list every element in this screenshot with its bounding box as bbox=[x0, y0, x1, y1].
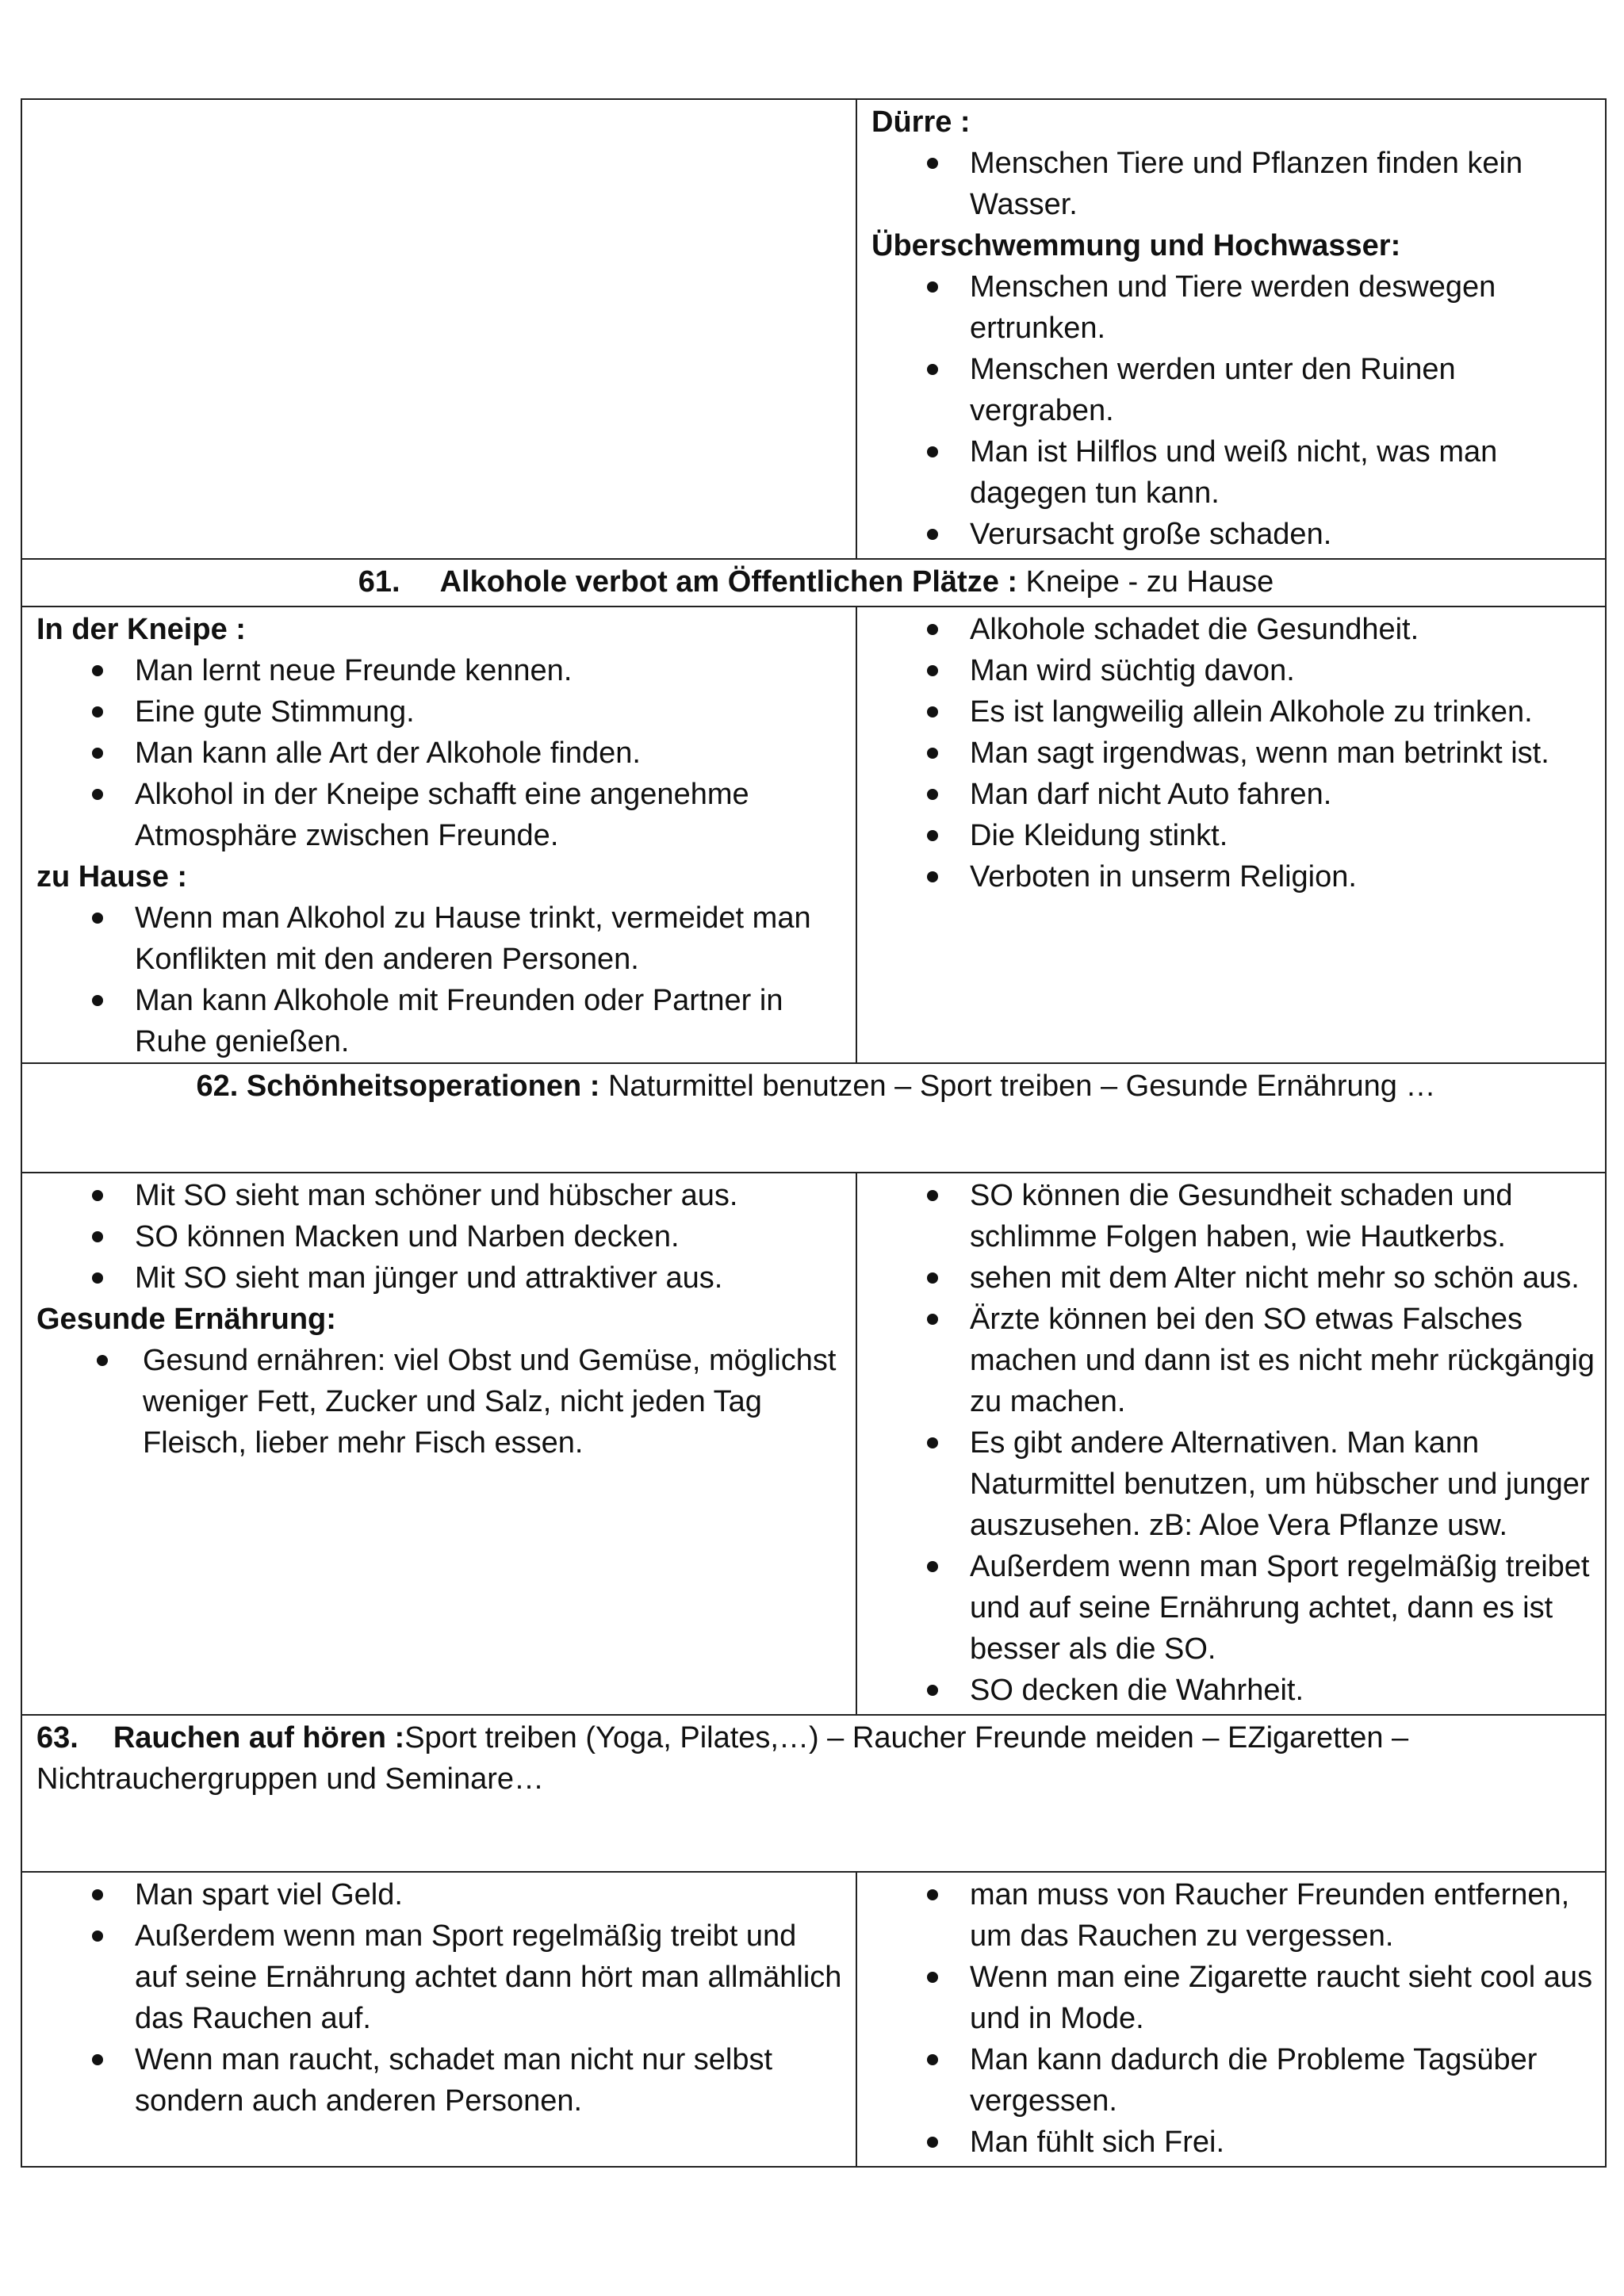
list-item: Verboten in unserm Religion. bbox=[970, 856, 1595, 897]
topic-61-header-row bbox=[21, 559, 1606, 607]
topic-62-pros-list bbox=[36, 1175, 846, 1299]
row-natural-disasters bbox=[21, 99, 1606, 559]
list-item: Wenn man raucht, schadet man nicht nur selbst sondern auch anderen Personen. bbox=[135, 2039, 846, 2122]
list-item: Mit SO sieht man schöner und hübscher aus. bbox=[135, 1175, 846, 1216]
gesunde-ernaehrung-heading: Gesunde Ernährung: bbox=[36, 1303, 336, 1336]
list-item: Mit SO sieht man jünger und attraktiver aus. bbox=[135, 1257, 846, 1299]
topic-62-title bbox=[21, 1063, 1606, 1173]
list-item: man muss von Raucher Freunden entfernen, um das Rauchen zu vergessen. bbox=[970, 1874, 1595, 1957]
list-item: Man wird süchtig davon. bbox=[970, 650, 1595, 691]
list-item: Außerdem wenn man Sport regelmäßig treibet und auf seine Ernährung achtet, dann es ist besser als die SO. bbox=[970, 1546, 1595, 1670]
topic-61-content-row bbox=[21, 607, 1606, 1063]
list-item: Man spart viel Geld. bbox=[135, 1874, 846, 1915]
list-item: SO können die Gesundheit schaden und schlimme Folgen haben, wie Hautkerbs. bbox=[970, 1175, 1595, 1257]
list-item: Verursacht große schaden. bbox=[970, 514, 1595, 555]
topic-63-content-row bbox=[21, 1872, 1606, 2167]
gesunde-ernaehrung-list bbox=[36, 1340, 846, 1464]
topic-number: 61. bbox=[358, 565, 400, 599]
list-item: Ärzte können bei den SO etwas Falsches machen und dann ist es nicht mehr rückgängig zu machen. bbox=[970, 1299, 1595, 1422]
topic-63-pros-list bbox=[36, 1874, 846, 2122]
topic-63-header-row bbox=[21, 1715, 1606, 1872]
kneipe-heading: In der Kneipe : bbox=[36, 613, 246, 646]
drought-heading: Dürre : bbox=[871, 105, 971, 139]
topic-61-cons-list bbox=[871, 609, 1595, 897]
zu-hause-list bbox=[36, 897, 846, 1062]
topic-subtitle: Kneipe - zu Hause bbox=[1017, 565, 1274, 599]
list-item: Wenn man Alkohol zu Hause trinkt, vermeidet man Konflikten mit den anderen Personen. bbox=[135, 897, 846, 980]
topic-63-cons-cell bbox=[856, 1872, 1606, 2167]
list-item: Man darf nicht Auto fahren. bbox=[970, 774, 1595, 815]
list-item: Man ist Hilflos und weiß nicht, was man dagegen tun kann. bbox=[970, 431, 1595, 514]
zu-hause-heading: zu Hause : bbox=[36, 860, 188, 894]
list-item: Es gibt andere Alternativen. Man kann Naturmittel benutzen, um hübscher und junger auszusehen. zB: Aloe Vera Pflanze usw. bbox=[970, 1422, 1595, 1546]
list-item: SO können Macken und Narben decken. bbox=[135, 1216, 846, 1257]
topic-61-cons-cell bbox=[856, 607, 1606, 1063]
pros-cons-table bbox=[21, 98, 1607, 2168]
list-item: Eine gute Stimmung. bbox=[135, 691, 846, 733]
topic-title: Alkohole verbot am Öffentlichen Plätze : bbox=[439, 565, 1018, 599]
list-item: Alkohol in der Kneipe schafft eine angenehme Atmosphäre zwischen Freunde. bbox=[135, 774, 846, 856]
list-item: SO decken die Wahrheit. bbox=[970, 1670, 1595, 1711]
list-item: Man kann alle Art der Alkohole finden. bbox=[135, 733, 846, 774]
list-item: Gesund ernähren: viel Obst und Gemüse, möglichst weniger Fett, Zucker und Salz, nicht jeden Tag Fleisch, lieber mehr Fisch essen. bbox=[143, 1340, 846, 1464]
list-item: Man lernt neue Freunde kennen. bbox=[135, 650, 846, 691]
list-item: Alkohole schadet die Gesundheit. bbox=[970, 609, 1595, 650]
topic-title: Schönheitsoperationen : bbox=[246, 1070, 600, 1103]
empty-left-cell bbox=[21, 99, 856, 559]
list-item: Die Kleidung stinkt. bbox=[970, 815, 1595, 856]
topic-subtitle: Naturmittel benutzen – Sport treiben – Gesunde Ernährung … bbox=[599, 1070, 1436, 1103]
topic-63-pros-cell bbox=[21, 1872, 856, 2167]
topic-61-pros-cell bbox=[21, 607, 856, 1063]
topic-subtitle: Sport treiben (Yoga, Pilates,…) – Raucher Freunde meiden – EZigaretten – Nichtrauchergruppen und Seminare… bbox=[36, 1721, 1409, 1796]
list-item: Menschen werden unter den Ruinen vergraben. bbox=[970, 349, 1595, 431]
topic-number: 63. bbox=[36, 1721, 79, 1755]
list-item: Man sagt irgendwas, wenn man betrinkt ist. bbox=[970, 733, 1595, 774]
drought-list bbox=[871, 143, 1595, 225]
list-item: Außerdem wenn man Sport regelmäßig treibt und auf seine Ernährung achtet dann hört man allmählich das Rauchen auf. bbox=[135, 1915, 846, 2039]
flood-heading: Überschwemmung und Hochwasser: bbox=[871, 229, 1401, 262]
list-item: Man fühlt sich Frei. bbox=[970, 2122, 1595, 2163]
topic-number: 62. bbox=[196, 1070, 239, 1103]
topic-62-header-row bbox=[21, 1063, 1606, 1173]
list-item: sehen mit dem Alter nicht mehr so schön aus. bbox=[970, 1257, 1595, 1299]
topic-62-cons-list bbox=[871, 1175, 1595, 1711]
list-item: Man kann dadurch die Probleme Tagsüber vergessen. bbox=[970, 2039, 1595, 2122]
disasters-right-cell bbox=[856, 99, 1606, 559]
list-item: Wenn man eine Zigarette raucht sieht cool aus und in Mode. bbox=[970, 1957, 1595, 2039]
topic-62-content-row bbox=[21, 1173, 1606, 1715]
topic-62-pros-cell bbox=[21, 1173, 856, 1715]
topic-62-cons-cell bbox=[856, 1173, 1606, 1715]
list-item: Es ist langweilig allein Alkohole zu trinken. bbox=[970, 691, 1595, 733]
list-item: Menschen Tiere und Pflanzen finden kein Wasser. bbox=[970, 143, 1595, 225]
list-item: Man kann Alkohole mit Freunden oder Partner in Ruhe genießen. bbox=[135, 980, 846, 1062]
flood-list bbox=[871, 266, 1595, 555]
topic-63-cons-list bbox=[871, 1874, 1595, 2163]
kneipe-list bbox=[36, 650, 846, 856]
topic-63-title bbox=[21, 1715, 1606, 1872]
topic-title: Rauchen auf hören : bbox=[113, 1721, 405, 1755]
list-item: Menschen und Tiere werden deswegen ertrunken. bbox=[970, 266, 1595, 349]
topic-61-title bbox=[21, 559, 1606, 607]
